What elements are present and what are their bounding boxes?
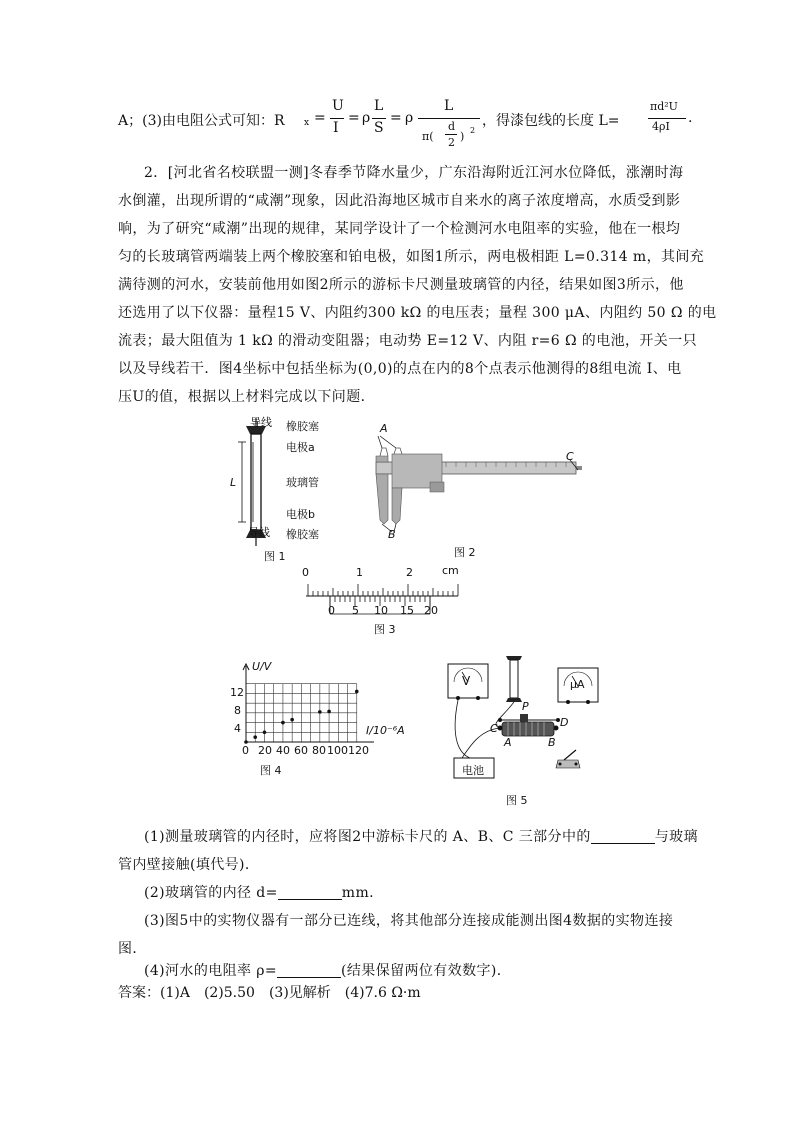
fraction-l-num: L	[444, 98, 454, 114]
answer-label: 答案：	[118, 985, 160, 1001]
answer-blank-1[interactable]	[591, 829, 655, 844]
formula-prefix: A；(3)由电阻公式可知：R	[118, 113, 285, 129]
voltmeter-symbol: V	[462, 674, 471, 688]
x-tick-0: 0	[242, 744, 249, 757]
x-tick-100: 100	[327, 744, 348, 757]
fraction-l-num: L	[374, 98, 384, 114]
formula-mid: ，得漆包线的长度 L=	[482, 113, 620, 129]
y-tick-12: 12	[230, 686, 244, 699]
figure-5-caption: 图 5	[506, 794, 528, 807]
glass-tube	[251, 434, 261, 530]
vernier-tick-15: 15	[400, 604, 414, 617]
question-3-cont: 图．	[118, 941, 147, 957]
fraction-bar	[445, 134, 457, 135]
data-point	[290, 718, 294, 722]
label-d: D	[560, 716, 569, 729]
caliper-sliding-jaw	[392, 488, 402, 524]
x-tick-60: 60	[294, 744, 308, 757]
fraction-square: 2	[470, 126, 476, 135]
main-tick-0: 0	[302, 566, 309, 579]
x-tick-120: 120	[348, 744, 369, 757]
question-4: (4)河水的电阻率 ρ= (结果保留两位有效数字)．	[144, 963, 512, 979]
formula-end: .	[688, 110, 693, 126]
scale-unit: cm	[442, 564, 459, 577]
data-point	[327, 710, 331, 714]
problem-line: 压U的值，根据以上材料完成以下问题．	[118, 389, 375, 405]
label-a: A	[380, 422, 388, 435]
figure-1	[230, 412, 340, 562]
x-axis-label: I/10⁻⁶A	[366, 724, 405, 737]
fraction-2: 2	[448, 136, 455, 149]
fraction-bar	[372, 118, 386, 119]
main-tick-1: 1	[356, 566, 363, 579]
figure-1-caption: 图 1	[264, 550, 286, 563]
label-electrode-a: 电极a	[286, 441, 315, 454]
label-electrode-b: 电极b	[286, 508, 315, 521]
formula-eq: =	[314, 110, 326, 126]
problem-line: 匀的长玻璃管两端装上两个橡胶塞和铂电极，如图1所示，两电极相距 L=0.314 m，其间充	[118, 249, 705, 265]
data-point	[281, 721, 285, 725]
fraction-bar	[418, 118, 480, 119]
label-b: B	[548, 736, 556, 749]
caliper-fixed-jaw	[376, 474, 388, 524]
y-tick-8: 8	[234, 704, 241, 717]
label-wire-bottom: 导线	[248, 526, 270, 539]
question-1: (1)测量玻璃管的内径时，应将图2中游标卡尺的 A、B、C 三部分中的 与玻璃	[144, 829, 698, 845]
y-axis-label: U/V	[252, 660, 272, 673]
problem-line: 响，为了研究“咸潮”出现的规律，某同学设计了一个检测河水电阻率的实验，他在一根均	[118, 221, 681, 237]
main-tick-2: 2	[406, 566, 413, 579]
vernier-tick-0: 0	[328, 604, 335, 617]
label-b: B	[388, 528, 396, 541]
rho-symbol: ρ	[405, 110, 414, 126]
label-a: A	[504, 736, 512, 749]
fraction-s-den: S	[374, 120, 384, 136]
question-2: (2)玻璃管的内径 d= mm.	[144, 885, 374, 901]
problem-line: 2．[河北省名校联盟一测]冬春季节降水量少，广东沿海附近江河水位降低，涨潮时海	[144, 165, 684, 181]
label-stopper-bottom: 橡胶塞	[286, 528, 319, 541]
x-tick-20: 20	[258, 744, 272, 757]
formula-subscript: x	[304, 118, 310, 128]
label-stopper-top: 橡胶塞	[286, 420, 319, 433]
fraction-pi: π(	[422, 130, 434, 143]
label-p: P	[522, 700, 529, 713]
problem-line: 满待测的河水，安装前他用如图2所示的游标卡尺测量玻璃管的内径，结果如图3所示，他	[118, 277, 684, 293]
fraction-result-num: πd²U	[650, 100, 678, 113]
rheostat	[502, 722, 554, 736]
fraction-u-num: U	[332, 98, 344, 114]
label-c: C	[490, 722, 498, 735]
data-point	[253, 735, 257, 739]
data-point	[263, 730, 267, 734]
label-length: L	[230, 476, 237, 489]
figure-4	[226, 660, 406, 780]
figure-4-caption: 图 4	[260, 764, 282, 777]
glass-tube	[510, 660, 518, 698]
question-3: (3)图5中的实物仪器有一部分已连线，将其他部分连接成能测出图4数据的实物连接	[144, 913, 674, 929]
problem-line: 水倒灌，出现所谓的“咸潮”现象，因此沿海地区城市自来水的离子浓度增高，水质受到影	[118, 193, 681, 209]
figure-3-caption: 图 3	[374, 623, 396, 636]
formula-line: A；(3)由电阻公式可知：R x = U I = ρ L S = ρ L π( d 2 ) 2 ，得漆包线的长度 L= πd²U 4ρI .	[118, 98, 693, 149]
battery-label: 电池	[462, 764, 484, 777]
x-tick-80: 80	[312, 744, 326, 757]
glass-tube-diagram	[230, 412, 340, 562]
x-tick-40: 40	[276, 744, 290, 757]
vernier-caliper-diagram	[366, 428, 590, 558]
answer-text: (1)A (2)5.50 (3)见解析 (4)7.6 Ω·m	[160, 985, 421, 1001]
fraction-result-den: 4ρI	[652, 120, 670, 133]
figure-5	[440, 650, 610, 808]
figure-2	[366, 422, 590, 559]
fraction-close: )	[460, 130, 465, 143]
fraction-d: d	[448, 120, 456, 133]
fraction-i-den: I	[333, 120, 339, 136]
data-point	[355, 690, 359, 694]
question-1-cont: 管内壁接触(填代号)．	[118, 857, 260, 873]
answer-blank-2[interactable]	[278, 885, 342, 900]
data-point	[318, 710, 322, 714]
problem-line: 以及导线若干．图4坐标中包括坐标为(0,0)的点在内的8个点表示他测得的8组电流 I、电	[118, 361, 682, 377]
figure-3	[300, 566, 470, 638]
label-wire-top: 导线	[250, 416, 272, 429]
y-tick-4: 4	[234, 722, 241, 735]
vernier-tick-10: 10	[374, 604, 388, 617]
label-c: C	[566, 450, 574, 463]
vernier-reading-diagram	[300, 580, 470, 624]
vernier-tick-5: 5	[352, 604, 359, 617]
figure-2-caption: 图 2	[454, 546, 476, 559]
fraction-bar	[330, 118, 344, 119]
problem-line: 还选用了以下仪器：量程15 V、内阻约300 kΩ 的电压表；量程 300 μA、内阻约 50 Ω 的电	[118, 305, 717, 321]
answer-line	[118, 982, 421, 1002]
rho-symbol: ρ	[362, 110, 371, 126]
microammeter-symbol: μA	[570, 678, 585, 691]
slider-p	[520, 714, 528, 722]
u-i-scatter-chart	[226, 660, 406, 780]
label-glass-tube: 玻璃管	[286, 476, 319, 489]
vernier-tick-20: 20	[424, 604, 438, 617]
problem-line: 流表；最大阻值为 1 kΩ 的滑动变阻器；电动势 E=12 V、内阻 r=6 Ω 的电池，开关一只	[118, 333, 698, 349]
fraction-bar	[648, 118, 686, 119]
answer-blank-4[interactable]	[277, 963, 341, 978]
